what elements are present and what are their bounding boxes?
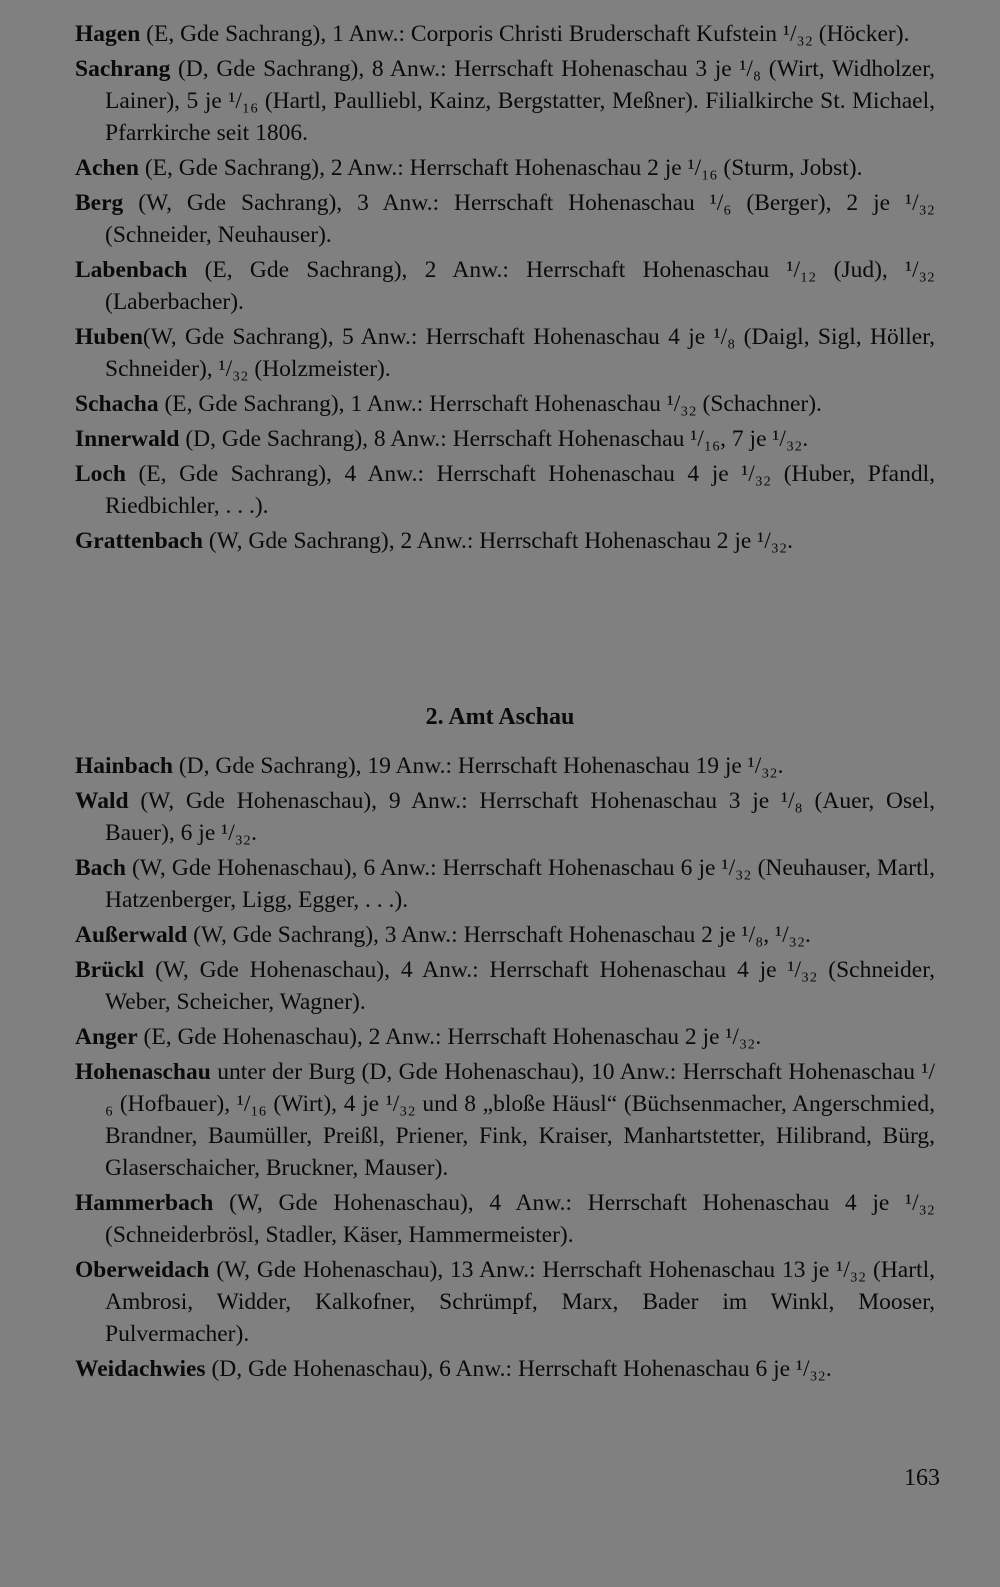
entry-grattenbach: [75, 525, 935, 557]
place-name: Hammerbach: [75, 1190, 214, 1216]
entry-text: (W, Gde Hohenaschau), 13 Anw.: Herrschaft Hohenaschau 13 je ¹/₃₂ (Hartl, Ambrosi, Widder, Kalkofner, Schrümpf, Marx, Bader im Winkl, Mooser, Pulvermacher).: [105, 1257, 935, 1347]
entry-hammerbach: [75, 1187, 935, 1251]
entry-text: unter der Burg (D, Gde Hohenaschau), 10 Anw.: Herrschaft Hohenaschau ¹/₆ (Hofbauer), ¹/₁₆ (Wirt), 4 je ¹/₃₂ und 8 „bloße Häusl“ (Büchsenmacher, Angerschmied, Brandner, Baumüller, Preißl, Priener, Fink, Kraiser, Manhartstetter, Hilibrand, Bürg, Glaserschaicher, Bruckner, Mauser).: [105, 1059, 935, 1181]
entry-text: (W, Gde Sachrang), 3 Anw.: Herrschaft Hohenaschau ¹/₆ (Berger), 2 je ¹/₃₂ (Schneider, Neuhauser).: [105, 190, 935, 248]
entry-text: (D, Gde Sachrang), 19 Anw.: Herrschaft Hohenaschau 19 je ¹/₃₂.: [172, 753, 784, 779]
entry-text: (D, Gde Sachrang), 8 Anw.: Herrschaft Hohenaschau ¹/₁₆, 7 je ¹/₃₂.: [179, 426, 809, 452]
entry-wald: [75, 785, 935, 849]
place-name: Schacha: [75, 391, 159, 417]
entry-hainbach: [75, 750, 935, 782]
place-name: Wald: [75, 788, 129, 814]
entry-sachrang: [75, 53, 935, 149]
place-name: Hohenaschau: [75, 1059, 211, 1085]
place-name: Brückl: [75, 957, 145, 983]
place-name: Grattenbach: [75, 528, 203, 554]
entry-text: (E, Gde Sachrang), 2 Anw.: Herrschaft Hohenaschau ¹/₁₂ (Jud), ¹/₃₂ (Laberbacher).: [105, 257, 935, 315]
entry-text: (D, Gde Hohenaschau), 6 Anw.: Herrschaft Hohenaschau 6 je ¹/₃₂.: [205, 1356, 832, 1382]
entry-bach: [75, 852, 935, 916]
entry-innerwald: [75, 423, 935, 455]
place-name: Hagen: [75, 21, 141, 47]
entry-labenbach: [75, 254, 935, 318]
entry-text: (E, Gde Sachrang), 1 Anw.: Corporis Christi Bruderschaft Kufstein ¹/₃₂ (Höcker).: [140, 21, 910, 47]
entry-text: (W, Gde Hohenaschau), 4 Anw.: Herrschaft Hohenaschau 4 je ¹/₃₂ (Schneider, Weber, Scheicher, Wagner).: [105, 957, 935, 1015]
place-name: Innerwald: [75, 426, 180, 452]
place-name: Berg: [75, 190, 124, 216]
entry-achen: [75, 152, 935, 184]
place-name: Huben: [75, 324, 143, 350]
entry-text: (E, Gde Sachrang), 1 Anw.: Herrschaft Hohenaschau ¹/₃₂ (Schachner).: [158, 391, 822, 417]
entry-ausserwald: [75, 919, 935, 951]
entry-hagen: [75, 18, 935, 50]
entry-text: (D, Gde Sachrang), 8 Anw.: Herrschaft Hohenaschau 3 je ¹/₈ (Wirt, Widholzer, Lainer), 5 je ¹/₁₆ (Hartl, Paulliebl, Kainz, Bergstatter, Meßner). Filialkirche St. Michael, Pfarrkirche seit 1806.: [105, 56, 935, 146]
place-name: Bach: [75, 855, 126, 881]
place-name: Hainbach: [75, 753, 173, 779]
entry-text: (W, Gde Hohenaschau), 9 Anw.: Herrschaft Hohenaschau 3 je ¹/₈ (Auer, Osel, Bauer), 6 je ¹/₃₂.: [105, 788, 935, 846]
place-name: Achen: [75, 155, 139, 181]
entry-text: (W, Gde Sachrang), 5 Anw.: Herrschaft Hohenaschau 4 je ¹/₈ (Daigl, Sigl, Höller, Schneider), ¹/₃₂ (Holzmeister).: [105, 324, 935, 382]
entry-berg: [75, 187, 935, 251]
entry-text: (W, Gde Sachrang), 3 Anw.: Herrschaft Hohenaschau 2 je ¹/₈, ¹/₃₂.: [187, 922, 811, 948]
place-name: Anger: [75, 1024, 138, 1050]
entry-brueckl: [75, 954, 935, 1018]
entry-text: (E, Gde Sachrang), 4 Anw.: Herrschaft Hohenaschau 4 je ¹/₃₂ (Huber, Pfandl, Riedbichler, . . .).: [105, 461, 935, 519]
entry-anger: [75, 1021, 935, 1053]
entry-text: (W, Gde Sachrang), 2 Anw.: Herrschaft Hohenaschau 2 je ¹/₃₂.: [202, 528, 794, 554]
place-name: Sachrang: [75, 56, 171, 82]
place-name: Außerwald: [75, 922, 188, 948]
entry-text: (W, Gde Hohenaschau), 6 Anw.: Herrschaft Hohenaschau 6 je ¹/₃₂ (Neuhauser, Martl, Hatzenberger, Ligg, Egger, . . .).: [105, 855, 935, 913]
place-name: Labenbach: [75, 257, 188, 283]
entry-weidachwies: [75, 1353, 935, 1385]
entry-list-amt-sachrang: [75, 18, 935, 560]
entry-text: (E, Gde Hohenaschau), 2 Anw.: Herrschaft Hohenaschau 2 je ¹/₃₂.: [137, 1024, 762, 1050]
place-name: Oberweidach: [75, 1257, 210, 1283]
entry-loch: [75, 458, 935, 522]
entry-huben: [75, 321, 935, 385]
entry-list-amt-aschau: [75, 750, 935, 1388]
entry-oberweidach: [75, 1254, 935, 1350]
entry-text: (W, Gde Hohenaschau), 4 Anw.: Herrschaft Hohenaschau 4 je ¹/₃₂ (Schneiderbrösl, Stadler, Käser, Hammermeister).: [105, 1190, 935, 1248]
entry-text: (E, Gde Sachrang), 2 Anw.: Herrschaft Hohenaschau 2 je ¹/₁₆ (Sturm, Jobst).: [138, 155, 863, 181]
page-number: 163: [904, 1465, 940, 1491]
entry-hohenaschau: [75, 1056, 935, 1184]
place-name: Loch: [75, 461, 126, 487]
place-name: Weidachwies: [75, 1356, 206, 1382]
section-heading: 2. Amt Aschau: [425, 704, 575, 730]
entry-schacha: [75, 388, 935, 420]
